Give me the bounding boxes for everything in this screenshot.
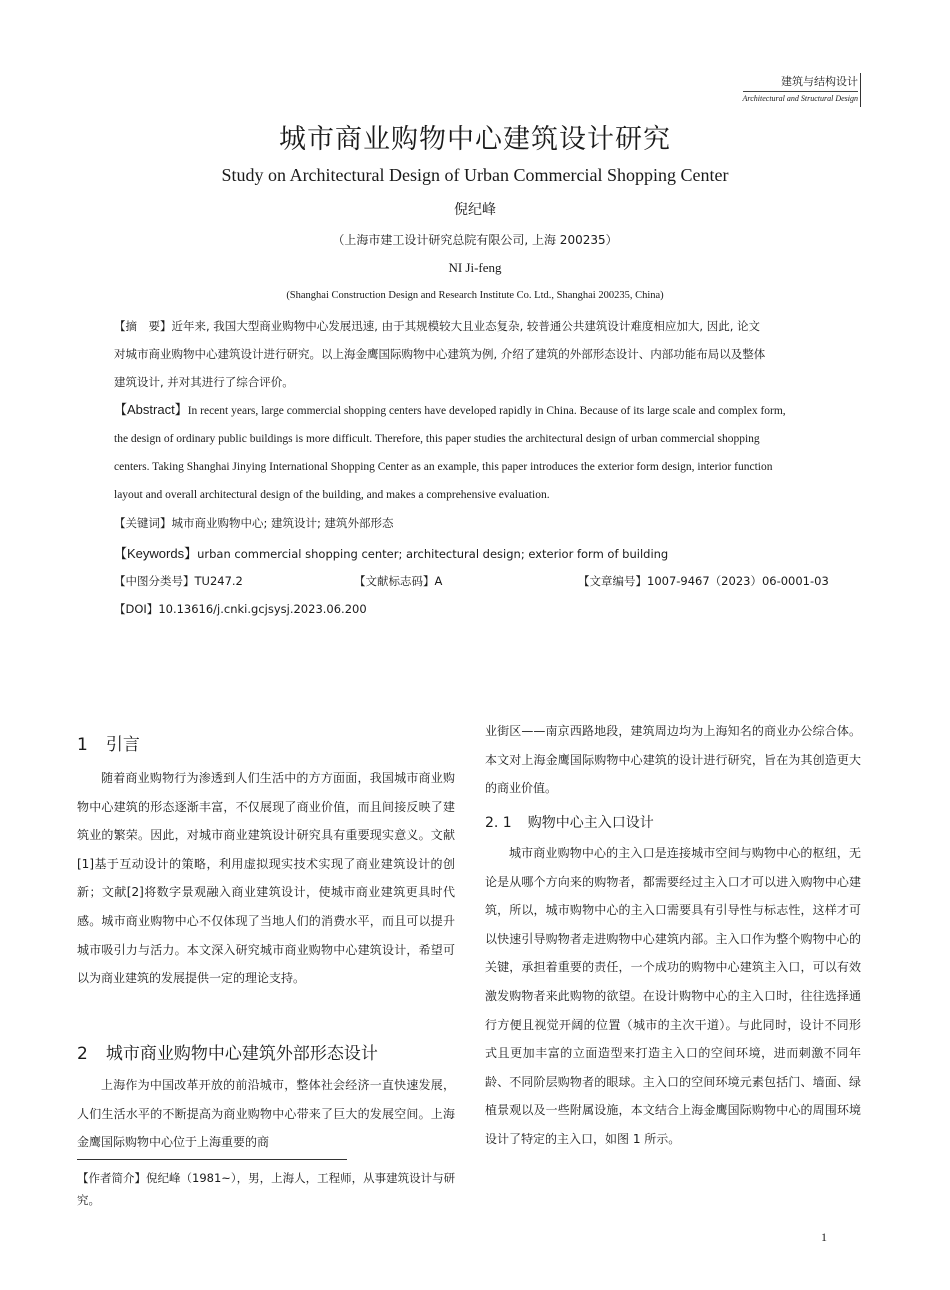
affiliation-en: (Shanghai Construction Design and Research Institute Co. Ltd., Shanghai 200235, China) bbox=[286, 290, 664, 301]
abstract-en-line: centers. Taking Shanghai Jinying International Shopping Center as an example, this paper introduces the exterior form design, interior function bbox=[114, 461, 773, 473]
document-code bbox=[354, 573, 442, 589]
doc-code-label: 【文献标志码】 bbox=[354, 574, 435, 588]
section-2-1-body bbox=[485, 839, 861, 1154]
section-1-heading bbox=[77, 730, 140, 755]
doi-value: 10.13616/j.cnki.gcjsysj.2023.06.200 bbox=[158, 602, 367, 616]
section-2-paragraph: 上海作为中国改革开放的前沿城市，整体社会经济一直快速发展，人们生活水平的不断提高为商业购物中心带来了巨大的发展空间。上海金鹰国际购物中心位于上海重要的商 bbox=[77, 1078, 455, 1150]
keywords-zh-label: 【关键词】 bbox=[114, 516, 172, 530]
clc-value: TU247.2 bbox=[194, 574, 243, 588]
abstract-zh-line: 对城市商业购物中心建筑设计进行研究。以上海金鹰国际购物中心建筑为例, 介绍了建筑的外部形态设计、内部功能布局以及整体 bbox=[114, 347, 766, 361]
abstract-zh-line: 建筑设计, 并对其进行了综合评价。 bbox=[114, 375, 294, 389]
section-2-1-heading bbox=[485, 812, 654, 832]
footnote-text: 倪纪峰（1981~），男，上海人，工程师，从事建筑设计与研究。 bbox=[77, 1171, 456, 1207]
footnote-label: 【作者简介】 bbox=[77, 1171, 146, 1185]
journal-name-en: Architectural and Structural Design bbox=[743, 91, 858, 103]
keywords-zh bbox=[114, 515, 394, 531]
doi-label: 【DOI】 bbox=[114, 602, 159, 616]
keywords-zh-text: 城市商业购物中心; 建筑设计; 建筑外部形态 bbox=[171, 516, 394, 530]
abstract-zh-label: 【摘 要】 bbox=[114, 319, 172, 333]
section-1-number: 1 bbox=[77, 735, 88, 755]
section-2-1-number: 2. 1 bbox=[485, 815, 512, 831]
keywords-en bbox=[114, 543, 668, 562]
abstract-en-label: 【Abstract】 bbox=[114, 402, 188, 417]
abstract-zh bbox=[114, 312, 826, 396]
footnote-rule bbox=[77, 1159, 347, 1160]
paper-title-zh: 城市商业购物中心建筑设计研究 bbox=[279, 124, 671, 155]
affiliation-zh: （上海市建工设计研究总院有限公司, 上海 200235） bbox=[332, 233, 618, 247]
journal-name-zh: 建筑与结构设计 bbox=[781, 75, 858, 88]
author-name-en: NI Ji-feng bbox=[448, 260, 502, 275]
abstract-zh-line: 近年来, 我国大型商业购物中心发展迅速, 由于其规模较大且业态复杂, 较普通公共建筑设计难度相应加大, 因此, 论文 bbox=[171, 319, 761, 333]
right-column-continuation bbox=[485, 717, 861, 803]
section-1-paragraph: 随着商业购物行为渗透到人们生活中的方方面面，我国城市商业购物中心建筑的形态逐渐丰富，不仅展现了商业价值，而且间接反映了建筑业的繁荣。因此，对城市商业建筑设计研究具有重要现实意义。文献[1]基于互动设计的策略，利用虚拟现实技术实现了商业建筑设计的创新；文献[2]将数字景观融入商业建筑设计，使城市商业建筑更具时代感。城市商业购物中心不仅体现了当地人们的消费水平，而且可以提升城市吸引力与活力。本文深入研究城市商业购物中心建筑设计，希望可以为商业建筑的发展提供一定的理论支持。 bbox=[77, 771, 455, 986]
section-2-heading bbox=[77, 1039, 378, 1064]
author-footnote bbox=[77, 1167, 457, 1211]
section-1-title: 引言 bbox=[105, 735, 140, 755]
abstract-en-line: the design of ordinary public buildings is more difficult. Therefore, this paper studies the architectural design of urban commercial shopping bbox=[114, 433, 760, 445]
header-divider bbox=[860, 73, 861, 107]
page-number: 1 bbox=[821, 1230, 827, 1244]
clc-number bbox=[114, 573, 243, 589]
section-2-title: 城市商业购物中心建筑外部形态设计 bbox=[105, 1044, 378, 1064]
section-2-1-paragraph: 城市商业购物中心的主入口是连接城市空间与购物中心的枢纽，无论是从哪个方向来的购物者，都需要经过主入口才可以进入购物中心建筑，所以，城市购物中心的主入口需要具有引导性与标志性，这样才可以快速引导购物者走进购物中心建筑内部。主入口作为整个购物中心的关键，承担着重要的责任，一个成功的购物中心建筑主入口，可以有效激发购物者来此购物的欲望。在设计购物中心的主入口时，往往选择通行方便且视觉开阔的位置（城市的主次干道）。与此同时，设计不同形式且更加丰富的立面造型来打造主入口的空间环境，进而刺激不同年龄、不同阶层购物者的眼球。主入口的空间环境元素包括门、墙面、绿植景观以及一些附属设施，本文结合上海金鹰国际购物中心的周围环境设计了特定的主入口，如图 1 所示。 bbox=[485, 846, 861, 1146]
keywords-en-label: 【Keywords】 bbox=[114, 546, 198, 561]
keywords-en-text: urban commercial shopping center; architectural design; exterior form of building bbox=[197, 547, 669, 561]
abstract-en-line: layout and overall architectural design of the building, and makes a comprehensive evaluation. bbox=[114, 489, 550, 501]
paper-title-en: Study on Architectural Design of Urban Commercial Shopping Center bbox=[221, 165, 729, 185]
section-2-1-title: 购物中心主入口设计 bbox=[527, 815, 654, 831]
section-2-body bbox=[77, 1071, 455, 1157]
article-number bbox=[578, 573, 829, 589]
section-2-number: 2 bbox=[77, 1044, 88, 1064]
abstract-en-line: In recent years, large commercial shopping centers have developed rapidly in China. Because of its large scale and complex form, bbox=[187, 405, 786, 417]
doi bbox=[114, 601, 367, 617]
article-no-label: 【文章编号】 bbox=[578, 574, 647, 588]
author-name-zh: 倪纪峰 bbox=[454, 202, 496, 218]
doc-code-value: A bbox=[434, 574, 443, 588]
section-1-body bbox=[77, 764, 455, 993]
clc-label: 【中图分类号】 bbox=[114, 574, 195, 588]
abstract-en bbox=[114, 396, 826, 509]
article-no-value: 1007-9467（2023）06-0001-03 bbox=[647, 574, 829, 588]
continued-paragraph: 业街区——南京西路地段，建筑周边均为上海知名的商业办公综合体。本文对上海金鹰国际购物中心建筑的设计进行研究，旨在为其创造更大的商业价值。 bbox=[485, 724, 861, 796]
